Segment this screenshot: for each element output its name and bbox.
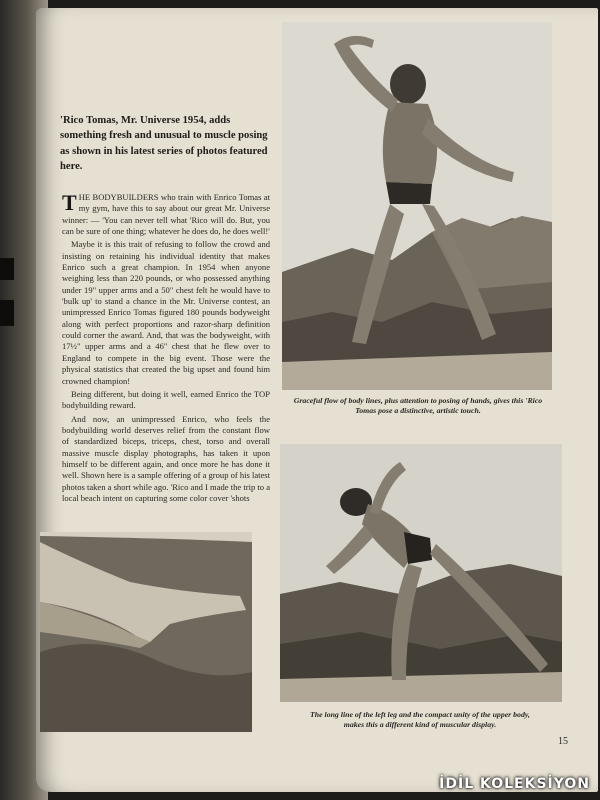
paragraph-1-text: HE BODYBUILDERS who train with Enrico Tomas at my gym, have this to say about our great Mr. Universe winner: — 'You can never tell what 'Rico will do. But, you can be sure of one thing; whatever he does do, he does well!' xyxy=(62,192,270,237)
edge-mark xyxy=(0,258,14,280)
paragraph-3: Being different, but doing it well, earned Enrico the TOP bodybuilding reward. xyxy=(62,388,270,411)
photo-pose-crouch xyxy=(280,444,562,702)
photo-illustration-top xyxy=(282,22,552,390)
paragraph-1 xyxy=(62,192,270,237)
caption-top: Graceful flow of body lines, plus attention to posing of hands, gives this 'Rico Tomas pose a distinctive, artistic touch. xyxy=(293,396,543,415)
photo-foot-detail xyxy=(40,532,252,732)
paragraph-4: And now, an unimpressed Enrico, who feels the bodybuilding world deserves relief from the constant flow of standardized biceps, triceps, chest, torso and overall massive muscle display photographs, has taken it upon himself to be different again, and once more he has done it well. Shown here is a sample offering of a group of his latest photos taken a short while ago. 'Rico and I made the trip to a local beach intent on capturing some color cover 'shots xyxy=(62,413,271,503)
page-number: 15 xyxy=(558,736,568,747)
article-body xyxy=(62,192,270,506)
article-intro: 'Rico Tomas, Mr. Universe 1954, adds something fresh and unusual to muscle posing as shown in his latest series of photos featured here. xyxy=(60,115,268,173)
caption-bottom: The long line of the left leg and the compact unity of the upper body, makes this a different kind of muscular display. xyxy=(310,710,530,729)
photo-illustration-foot xyxy=(40,532,252,732)
collection-watermark: İDİL KOLEKSİYON xyxy=(439,776,590,792)
photo-illustration-bottom xyxy=(280,444,562,702)
paragraph-2: Maybe it is this trait of refusing to follow the crowd and insisting on retaining his individual identity that makes Enrico such a great champion. In 1954 when anyone weighing less than 220 pounds, or who possessed anything under 19" upper arms and a 50" chest felt he would have to 'bulk up' to stand a chance in the Mr. Universe contest, an unimpressed Enrico Tomas figured 180 pounds bodyweight along with perfect proportions and razor-sharp definition could corner the award. And, that was the bodyweight, with 17½" upper arms and a 46" chest that he flew over to England to compete in the big event. Those were the physical statistics that created the big upset and found him crowned champion! xyxy=(62,239,270,386)
edge-mark xyxy=(0,300,14,326)
drop-cap: T xyxy=(62,190,77,215)
photo-pose-graceful xyxy=(282,22,552,390)
